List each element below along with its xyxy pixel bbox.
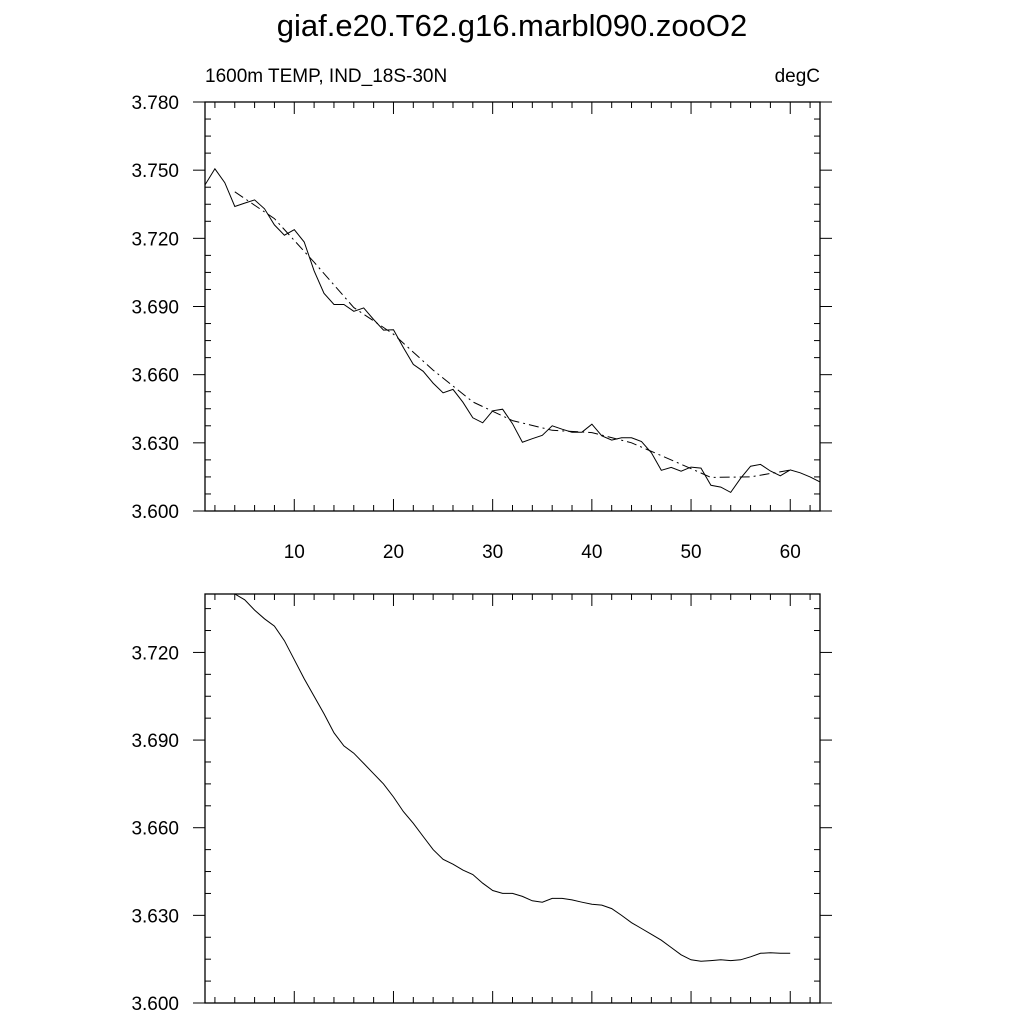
trend-line [235,192,790,478]
y-tick-label: 3.660 [131,365,179,387]
x-tick-label: 20 [382,542,405,563]
units-label: degC [774,66,820,87]
y-tick-label: 3.720 [131,643,179,665]
y-tick-label: 3.750 [131,161,179,183]
left-subtitle: 1600m TEMP, IND_18S-30N [205,66,448,87]
plot-panel-1 [131,93,832,563]
figure-title: giaf.e20.T62.g16.marbl090.zooO2 [276,8,748,43]
y-tick-label: 3.690 [131,297,179,319]
x-tick-label: 50 [680,542,702,563]
data-line [205,169,820,493]
y-tick-label: 3.600 [131,994,179,1015]
plot-frame [205,102,820,511]
plot-frame [205,594,820,1003]
x-tick-label: 30 [482,542,504,563]
data-line [235,594,790,961]
plot-panel-2 [131,594,832,1015]
y-tick-label: 3.720 [131,229,179,251]
x-tick-label: 10 [283,542,305,563]
y-tick-label: 3.660 [131,818,179,840]
y-tick-label: 3.600 [131,502,179,523]
x-tick-label: 40 [581,542,603,563]
y-tick-label: 3.630 [131,906,179,928]
x-tick-label: 60 [779,542,801,563]
y-tick-label: 3.630 [131,433,179,455]
y-tick-label: 3.780 [131,93,179,114]
y-tick-label: 3.690 [131,731,179,753]
